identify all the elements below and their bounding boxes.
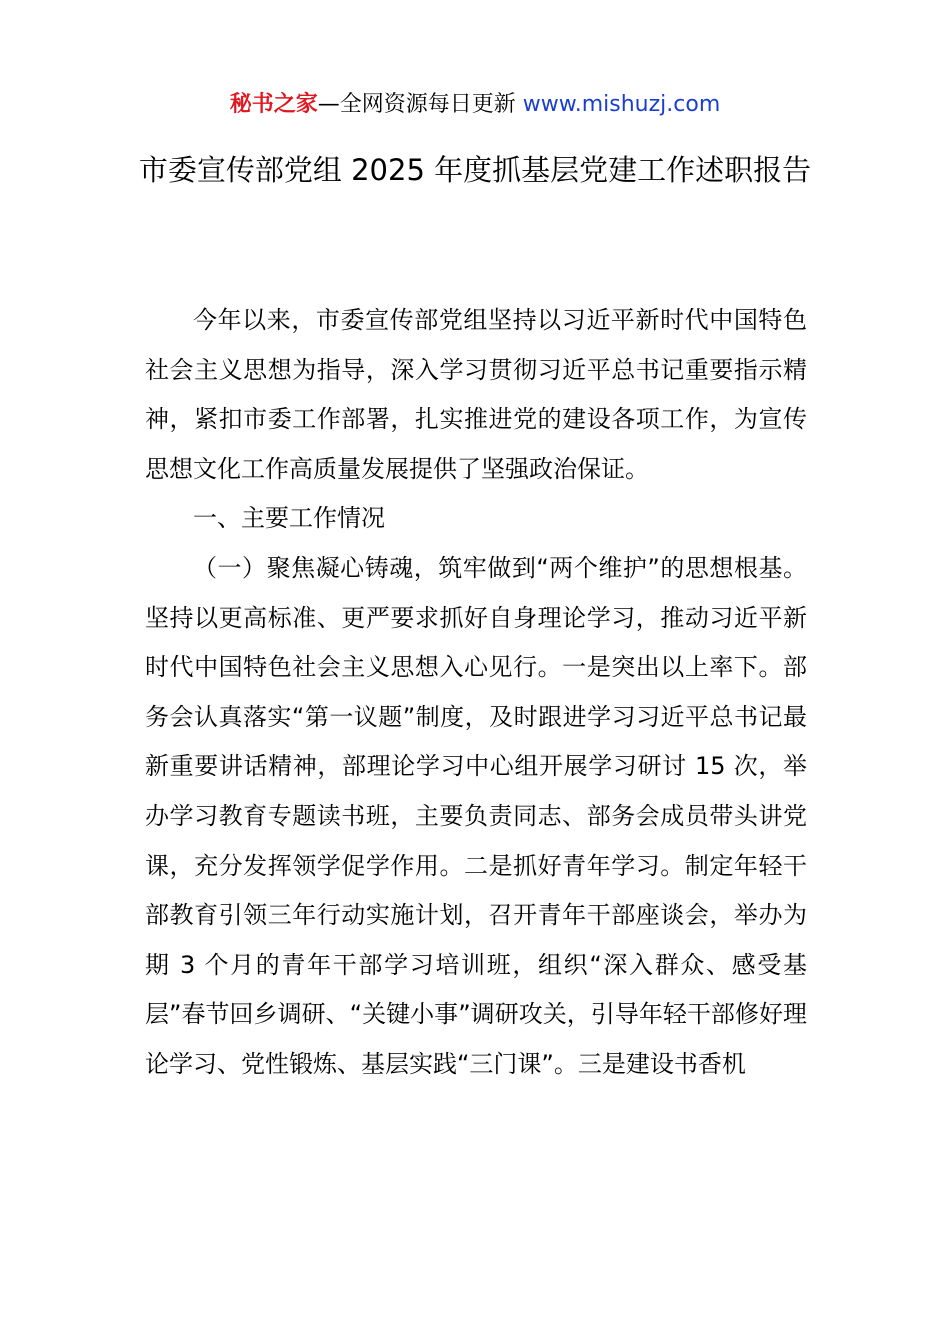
site-brand: 秘书之家	[229, 92, 318, 117]
site-header	[0, 86, 950, 124]
body-paragraph: （一）聚焦凝心铸魂，筑牢做到“两个维护”的思想根基。坚持以更高标准、更严要求抓好自身理论学习，推动习近平新时代中国特色社会主义思想入心见行。一是突出以上率下。部务会认真落实“第一议题”制度，及时跟进学习习近平总书记最新重要讲话精神，部理论学习中心组开展学习研讨 15 次，举办学习教育专题读书班，主要负责同志、部务会成员带头讲党课，充分发挥领学促学作用。二是抓好青年学习。制定年轻干部教育引领三年行动实施计划，召开青年干部座谈会，举办为期 3 个月的青年干部学习培训班，组织“深入群众、感受基层”春节回乡调研、“关键小事”调研攻关，引导年轻干部修好理论学习、党性锻炼、基层实践“三门课”。三是建设书香机	[145, 553, 807, 1078]
section-heading: 一、主要工作情况	[193, 504, 385, 533]
intro-paragraph: 今年以来，市委宣传部党组坚持以习近平新时代中国特色社会主义思想为指导，深入学习贯彻习近平总书记重要指示精神，紧扣市委工作部署，扎实推进党的建设各项工作，为宣传思想文化工作高质量发展提供了坚强政治保证。	[145, 306, 807, 483]
document-title: 市委宣传部党组 2025 年度抓基层党建工作述职报告	[138, 153, 812, 187]
document-body	[145, 296, 807, 1090]
site-tagline: —全网资源每日更新	[317, 92, 523, 117]
site-url-link[interactable]: www.mishuzj.com	[522, 92, 721, 117]
